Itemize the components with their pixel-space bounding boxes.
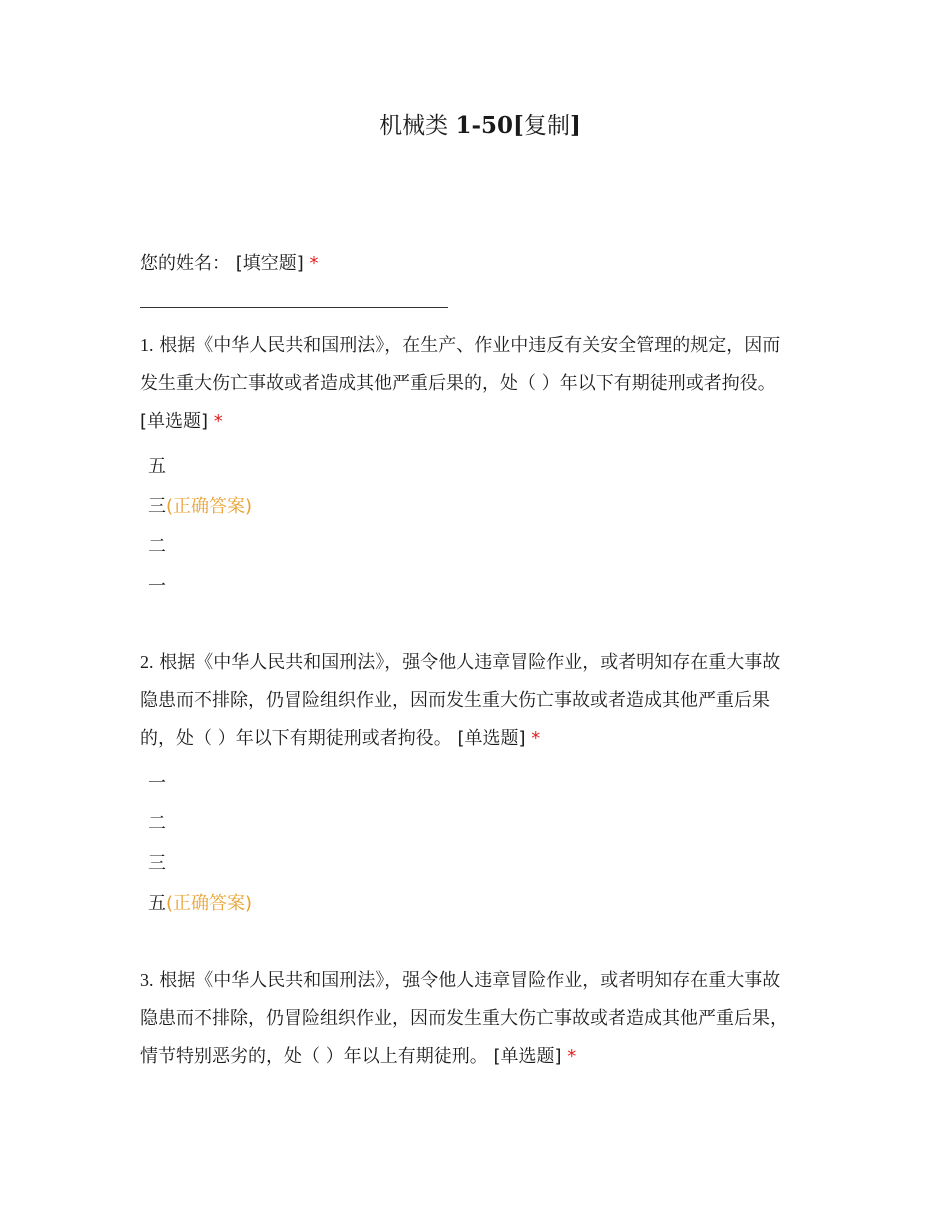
question-1-tag-line — [140, 403, 820, 441]
question-2-option[interactable]: 三 — [148, 853, 166, 874]
required-mark: * — [213, 411, 223, 432]
name-type-tag: [填空题] — [235, 253, 304, 274]
question-2-option[interactable]: 五(正确答案) — [148, 893, 253, 914]
question-2-line-2: 隐患而不排除，仍冒险组织作业，因而发生重大伤亡事故或者造成其他严重后果 — [140, 690, 770, 711]
question-3-number: 3. — [140, 970, 154, 990]
question-3-line-1: 3. 根据《中华人民共和国刑法》，强令他人违章冒险作业，或者明知存在重大事故 — [140, 970, 781, 991]
question-1-option[interactable]: 二 — [148, 536, 166, 557]
question-2-type-tag: [单选题] — [457, 728, 526, 749]
title-end: ] — [569, 112, 581, 139]
question-2-number: 2. — [140, 652, 154, 672]
question-2-line-1: 2. 根据《中华人民共和国刑法》，强令他人违章冒险作业，或者明知存在重大事故 — [140, 652, 781, 673]
question-1-line-1: 1. 根据《中华人民共和国刑法》，在生产、作业中违反有关安全管理的规定，因而 — [140, 335, 781, 356]
question-1-number: 1. — [140, 335, 154, 355]
required-mark: * — [309, 253, 319, 274]
name-label: 您的姓名： — [140, 253, 230, 274]
question-2-line-3: 的，处（ ）年以下有期徒刑或者拘役。 [单选题] * — [140, 728, 541, 749]
question-3 — [140, 961, 820, 1076]
correct-answer-marker: (正确答案) — [166, 496, 253, 517]
name-question — [140, 245, 820, 283]
question-1-type-tag: [单选题] — [140, 411, 209, 432]
required-mark: * — [531, 728, 541, 749]
question-3-type-tag: [单选题] — [493, 1046, 562, 1067]
name-input-line[interactable] — [140, 307, 448, 308]
title-middle: 复制 — [523, 113, 570, 139]
question-3-line-2: 隐患而不排除，仍冒险组织作业，因而发生重大伤亡事故或者造成其他严重后果， — [140, 1008, 788, 1029]
question-2-option[interactable]: 一 — [148, 773, 166, 794]
survey-title — [0, 110, 950, 142]
correct-answer-marker: (正确答案) — [166, 893, 253, 914]
question-2-options — [148, 764, 252, 924]
question-2 — [140, 643, 820, 758]
question-1-options — [148, 447, 252, 607]
question-1-option[interactable]: 三(正确答案) — [148, 496, 253, 517]
required-mark: * — [567, 1046, 577, 1067]
question-3-line-3: 情节特别恶劣的，处（ ）年以上有期徒刑。 [单选题] * — [140, 1046, 577, 1067]
question-1 — [140, 326, 820, 441]
question-2-option[interactable]: 二 — [148, 813, 166, 834]
title-bold: 1-50[ — [455, 112, 524, 139]
question-1-option[interactable]: 五 — [148, 456, 166, 477]
title-prefix: 机械类 — [379, 113, 449, 139]
question-1-option[interactable]: 一 — [148, 576, 166, 597]
question-1-line-2: 发生重大伤亡事故或者造成其他严重后果的，处（ ）年以下有期徒刑或者拘役。 — [140, 373, 776, 394]
